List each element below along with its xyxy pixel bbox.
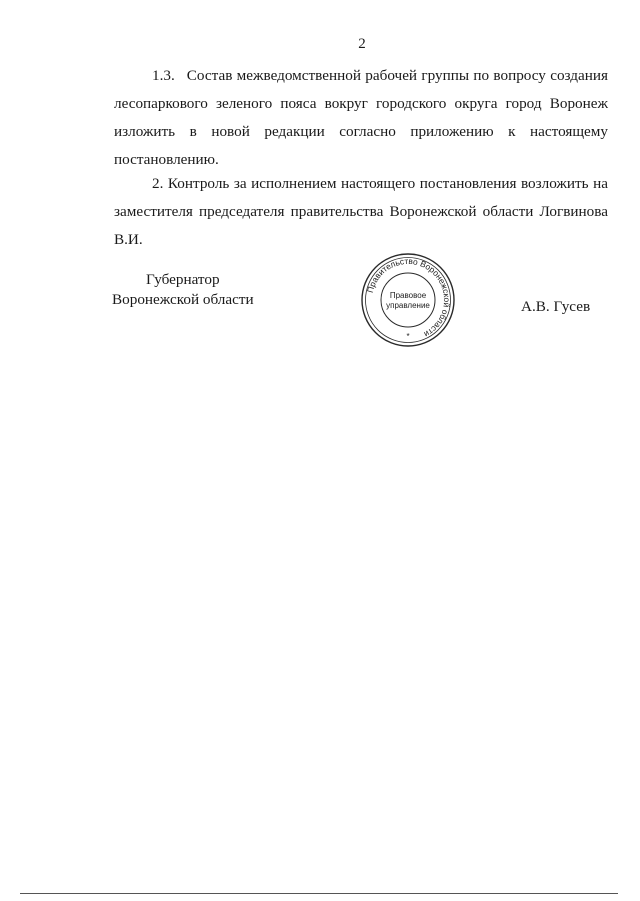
paragraph-text: 2. Контроль за исполнением настоящего постановления возложить на заместителя председателя правительства Воронежской области Логвинова В.И. <box>114 175 608 248</box>
stamp-center-line-1: Правовое <box>389 291 427 300</box>
stamp-star-icon: * <box>406 332 410 341</box>
signatory-name: А.В. Гусев <box>521 298 591 315</box>
paragraph-2 <box>114 170 608 254</box>
paragraph-number: 1.3. <box>152 67 175 84</box>
paragraph-text: Состав межведомственной рабочей группы по вопросу создания лесопаркового зеленого пояса вокруг городского округа город Воронеж изложить в новой редакции согласно приложению к настоящему постановлению. <box>114 67 608 168</box>
stamp-center-line-2: управление <box>386 301 430 310</box>
stamp-inner-ring <box>381 273 435 327</box>
bottom-scan-edge <box>20 893 618 894</box>
page-number: 2 <box>358 36 366 52</box>
paragraph-1-3 <box>114 62 608 174</box>
position-title: Губернатор <box>146 271 220 288</box>
official-stamp <box>359 251 457 349</box>
stamp-ring-text: Правительство Воронежской области <box>364 255 453 340</box>
signatory-position <box>112 270 254 310</box>
position-region: Воронежской области <box>112 291 254 308</box>
